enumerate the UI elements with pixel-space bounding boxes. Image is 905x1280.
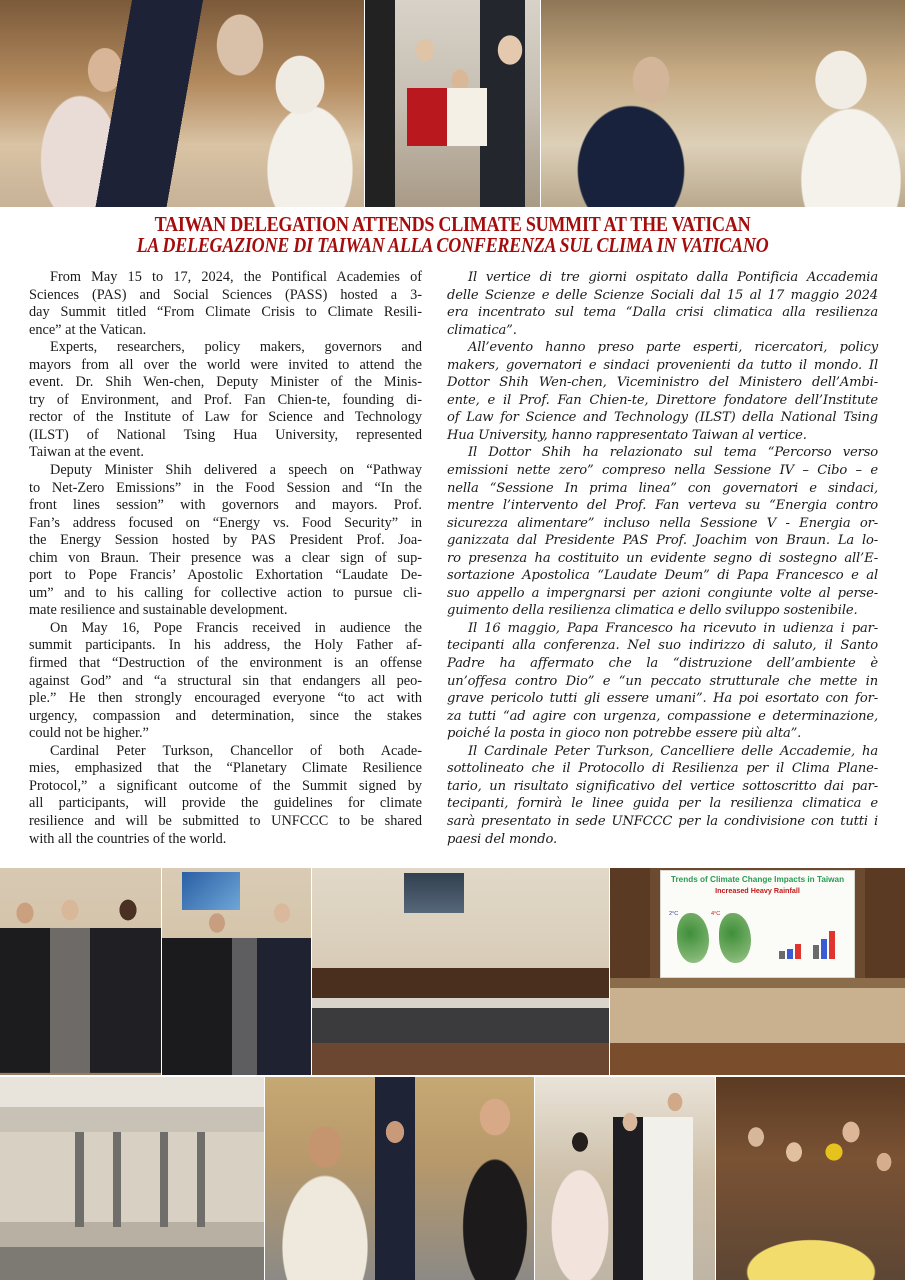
- headline-english: TAIWAN DELEGATION ATTENDS CLIMATE SUMMIT AT THE VATICAN: [154, 212, 751, 236]
- text-line: suo appello a impergnarsi per azioni congiunte volte al perse-: [447, 585, 878, 601]
- text-line: poiché la posta in gioco non potrebbe essere più alta”.: [447, 726, 802, 742]
- text-line: ente, e il Prof. Fan Chien-te, Direttore fondatore dell’Institute: [447, 392, 878, 408]
- text-line: Dottor Shih Wen-chen, Viceministro del Ministero dell’Ambi-: [447, 375, 878, 391]
- text-line: ro presenza ha costituito un evidente segno di sostegno all’E-: [447, 550, 878, 566]
- photo-delegates-with-cardinal: [0, 868, 161, 1075]
- text-line: (ILST) of National Tsing Hua University, represented: [29, 426, 422, 443]
- text-line: climatica”.: [447, 322, 517, 338]
- text-line: Il Cardinale Peter Turkson, Cancelliere delle Accademie, ha: [468, 743, 878, 759]
- text-line: grave pericolo tutti gli essere umani”. Ha poi esortato con for-: [447, 691, 878, 707]
- photo-delegates-handshake: [162, 868, 311, 1075]
- paragraph: [447, 620, 878, 743]
- slide-bar: [813, 945, 819, 959]
- article-column-italian: [447, 269, 878, 848]
- text-line: day Summit titled “From Climate Crisis to Climate Resili-: [29, 304, 422, 321]
- text-line: resilience and will be submitted to UNFCCC to be shared: [29, 812, 422, 829]
- text-line: sottolineato che il Protocollo di Resilienza per il Clima Plane-: [447, 761, 878, 777]
- text-line: front lines session” with governors and mayors. Prof.: [29, 497, 422, 514]
- text-line: mies, emphasized that the “Planetary Climate Resilience: [29, 760, 422, 777]
- text-line: um” and to his calling for collective action to pursue cli-: [29, 584, 422, 601]
- text-line: tario, un risultato significativo del vertice sottoscritto dai par-: [447, 778, 878, 794]
- text-line: makers, governatori e sindaci provenienti da tutto il mondo. Il: [447, 357, 878, 373]
- text-line: summit participants. In his address, the Holy Father af-: [29, 637, 422, 654]
- paragraph: [29, 269, 422, 339]
- text-line: sicurezza alimentare” incluso nella Sessione V - Energia or-: [447, 515, 878, 531]
- text-line: Hua University, hanno rappresentato Taiwan al vertice.: [447, 427, 807, 443]
- text-line: Experts, researchers, policy makers, governors and: [50, 339, 422, 356]
- text-line: From May 15 to 17, 2024, the Pontifical Academies of: [50, 269, 422, 285]
- paragraph: [447, 339, 878, 444]
- slide-bar: [795, 944, 801, 959]
- paragraph: [29, 462, 422, 620]
- text-line: paesi del mondo.: [447, 831, 558, 847]
- text-line: guimento della resilienza climatica e dello sviluppo sostenibile.: [447, 603, 858, 619]
- taiwan-map-4c: [719, 913, 751, 963]
- text-line: Protocol,” a significant outcome of the Summit signed by: [29, 777, 422, 794]
- text-line: sortazione Apostolica “Laudate Deum” di Papa Francesco e al: [447, 568, 878, 584]
- text-line: port to Pope Francis’ Apostolic Exhortation “Laudate De-: [29, 567, 422, 584]
- text-line: era incentrato sul tema “Dalla crisi climatica alla resilienza: [447, 305, 878, 321]
- text-line: Taiwan at the event.: [29, 444, 144, 461]
- map-label-2c: 2°C: [669, 911, 679, 917]
- slide-bar: [829, 931, 835, 959]
- paragraph: [29, 339, 422, 462]
- taiwan-map-2c: [677, 913, 709, 963]
- text-line: to Net-Zero Emissions” in the Food Session and “In the: [29, 479, 422, 496]
- text-line: sarà presentato in sede UNFCCC per la condivisione con tutti i: [447, 813, 878, 829]
- text-line: un’offesa contro Dio” e “un peccato strutturale che mette in: [447, 673, 878, 689]
- text-line: On May 16, Pope Francis received in audience the: [50, 619, 422, 636]
- text-line: firmed that “Destruction of the environment is an offense: [29, 655, 422, 672]
- photo-delegate-handshake-governor: [535, 1077, 715, 1280]
- paragraph: [29, 620, 422, 743]
- text-line: the Energy Session hosted by PAS President Prof. Joa-: [29, 532, 422, 549]
- slide-title: Trends of Climate Change Impacts in Taiwan: [670, 875, 845, 884]
- photo-pope-handshake: [541, 0, 905, 207]
- text-line: chim von Braun. Their presence was a clear sign of sup-: [29, 549, 422, 566]
- slide-subtitle: Increased Heavy Rainfall: [715, 886, 800, 895]
- text-line: urgency, compassion and determination, since the stakes: [29, 707, 422, 724]
- text-line: try of Environment, and Prof. Fan Chien-te, founding di-: [29, 391, 422, 408]
- photo-group-at-table: [716, 1077, 905, 1280]
- text-line: mentre l’intervento del Prof. Fan verteva su “Energia contro: [447, 498, 878, 514]
- photo-delegate-greeting-governor: [265, 1077, 534, 1280]
- paragraph: [447, 269, 878, 339]
- text-line: Sciences (PAS) and Social Sciences (PASS) hosted a 3-: [29, 286, 422, 303]
- text-line: mayors from all over the world were invited to attend the: [29, 356, 422, 373]
- text-line: mate resilience and sustainable development.: [29, 602, 288, 619]
- presentation-slide: [660, 870, 855, 978]
- text-line: delle Scienze e delle Scienze Sociali dal 15 al 17 maggio 2024: [447, 287, 878, 303]
- text-line: ganizzata dal Presidente PAS Prof. Joachim von Braun. La lo-: [447, 533, 878, 549]
- text-line: za tutti “ad agire con urgenza, compassione e determinazione,: [447, 708, 878, 724]
- map-label-4c: 4°C: [711, 911, 721, 917]
- text-line: Cardinal Peter Turkson, Chancellor of both Acade-: [50, 742, 422, 759]
- slide-bar: [779, 951, 785, 959]
- text-line: ple.” He then strongly encouraged everyone “to act with: [29, 690, 422, 707]
- text-line: Deputy Minister Shih delivered a speech on “Pathway: [50, 462, 422, 479]
- paragraph: [447, 743, 878, 848]
- article-column-english: [29, 269, 422, 848]
- text-line: against God” and “a structural sin that endangers all peo-: [29, 672, 422, 689]
- slide-bar: [787, 949, 793, 959]
- photo-academy-building: [0, 1077, 264, 1280]
- photo-pope-greeting-delegate: [0, 0, 364, 207]
- text-line: Il 16 maggio, Papa Francesco ha ricevuto in udienza i par-: [468, 620, 878, 636]
- text-line: tecipanti alla conferenza. Nel suo indirizzo di saluto, il Santo: [447, 638, 878, 654]
- text-line: ence” at the Vatican.: [29, 321, 147, 338]
- photo-conference-hall: [312, 868, 609, 1075]
- text-line: All’evento hanno preso parte esperti, ricercatori, policy: [468, 340, 878, 356]
- text-line: Il Dottor Shih ha relazionato sul tema “Percorso verso: [468, 445, 878, 461]
- text-line: emissioni nette zero” compreso nella Sessione IV – Cibo – e: [447, 463, 878, 479]
- text-line: with all the countries of the world.: [29, 830, 227, 847]
- paragraph: [447, 444, 878, 619]
- text-line: of Law for Science and Technology (ILST) della National Tsing: [447, 410, 878, 426]
- text-line: Fan’s address focused on “Energy vs. Food Security” in: [29, 514, 422, 531]
- text-line: nella “Sessione In prima linea” con governatori e sindaci,: [447, 480, 878, 496]
- text-line: event. Dr. Shih Wen-chen, Deputy Minister of the Minis-: [29, 374, 422, 391]
- headline-italian: LA DELEGAZIONE DI TAIWAN ALLA CONFERENZA SUL CLIMA IN VATICANO: [136, 233, 769, 257]
- text-line: could not be higher.”: [29, 725, 149, 742]
- text-line: Padre ha affermato che la “distruzione dell’ambiente è: [447, 656, 878, 672]
- text-line: rector of the Institute of Law for Science and Technology: [29, 409, 422, 426]
- text-line: Il vertice di tre giorni ospitato dalla Pontificia Accademia: [468, 270, 878, 285]
- slide-bar: [821, 939, 827, 959]
- text-line: all participants, will provide the guidelines for climate: [29, 795, 422, 812]
- photo-signed-protocol: [365, 0, 540, 207]
- paragraph: [29, 743, 422, 848]
- text-line: tecipanti, fornirà le linee guida per la resilienza climatica e: [447, 796, 878, 812]
